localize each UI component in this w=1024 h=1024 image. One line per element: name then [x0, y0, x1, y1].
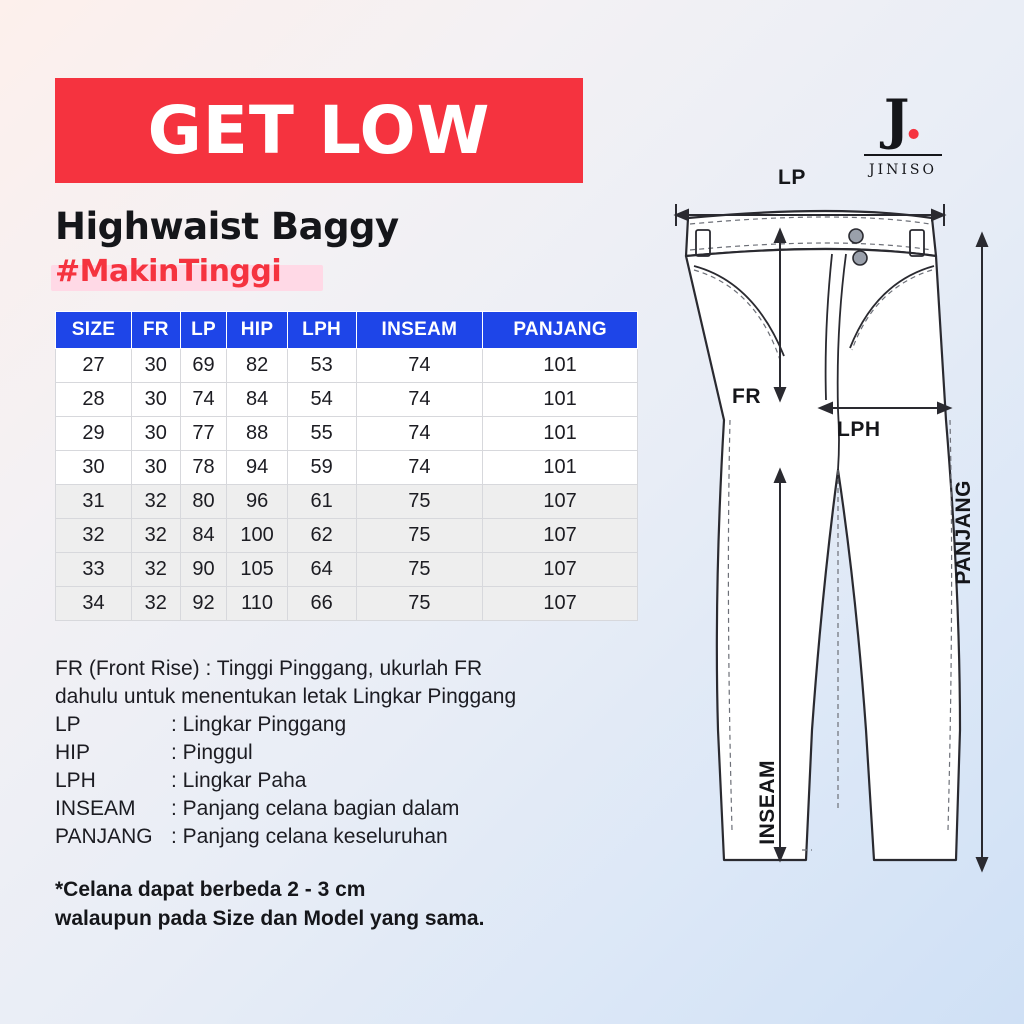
table-row — [56, 451, 638, 485]
legend-value: : Lingkar Paha — [171, 768, 307, 792]
cell-hip: 110 — [227, 587, 287, 621]
column-header-size: SIZE — [56, 312, 132, 349]
brand-dot: . — [904, 87, 923, 151]
cell-lp: 77 — [180, 417, 227, 451]
legend-value: : Lingkar Pinggang — [171, 712, 347, 736]
button-icon — [853, 251, 867, 265]
column-header-hip: HIP — [227, 312, 287, 349]
legend-key: INSEAM — [55, 796, 136, 820]
label-lph: LPH — [837, 418, 881, 441]
cell-lph: 64 — [287, 553, 356, 587]
cell-hip: 96 — [227, 485, 287, 519]
legend-item-inseam — [55, 795, 655, 823]
table-row — [56, 553, 638, 587]
cell-lp: 69 — [180, 349, 227, 383]
table-row — [56, 349, 638, 383]
label-panjang: PANJANG — [952, 480, 975, 585]
cell-fr: 32 — [132, 519, 181, 553]
cell-lp: 74 — [180, 383, 227, 417]
cell-inseam: 74 — [356, 417, 483, 451]
cell-lph: 54 — [287, 383, 356, 417]
cell-inseam: 75 — [356, 485, 483, 519]
cell-panjang: 101 — [483, 349, 638, 383]
label-lp: LP — [778, 166, 806, 189]
brand-letter: J — [883, 87, 905, 151]
cell-fr: 30 — [132, 451, 181, 485]
cell-fr: 32 — [132, 587, 181, 621]
brand-divider — [864, 154, 942, 156]
legend-key: LPH — [55, 768, 96, 792]
button-icon — [849, 229, 863, 243]
table-row — [56, 587, 638, 621]
cell-lp: 90 — [180, 553, 227, 587]
cell-size: 34 — [56, 587, 132, 621]
cell-lph: 59 — [287, 451, 356, 485]
disclaimer — [55, 876, 655, 933]
legend-item-panjang — [55, 823, 655, 851]
cell-hip: 105 — [227, 553, 287, 587]
table-row — [56, 417, 638, 451]
page-title: Highwaist Baggy — [55, 205, 399, 248]
disclaimer-line2: walaupun pada Size dan Model yang sama. — [55, 906, 485, 930]
cell-fr: 30 — [132, 417, 181, 451]
cell-lph: 62 — [287, 519, 356, 553]
cell-lph: 55 — [287, 417, 356, 451]
cell-size: 28 — [56, 383, 132, 417]
cell-hip: 84 — [227, 383, 287, 417]
cell-panjang: 107 — [483, 553, 638, 587]
cell-lph: 66 — [287, 587, 356, 621]
table-row — [56, 383, 638, 417]
table-row — [56, 485, 638, 519]
cell-lph: 53 — [287, 349, 356, 383]
cell-lph: 61 — [287, 485, 356, 519]
left-column — [55, 78, 655, 933]
legend-intro-line1: FR (Front Rise) : Tinggi Pinggang, ukurlah FR — [55, 657, 483, 680]
cell-lp: 80 — [180, 485, 227, 519]
brand-name: JINISO — [869, 162, 937, 178]
banner-title: GET LOW — [147, 91, 491, 169]
cell-fr: 32 — [132, 485, 181, 519]
legend-item-lp — [55, 711, 655, 739]
column-header-lph: LPH — [287, 312, 356, 349]
table-row — [56, 519, 638, 553]
disclaimer-line1: *Celana dapat berbeda 2 - 3 cm — [55, 878, 366, 902]
cell-panjang: 101 — [483, 417, 638, 451]
legend — [55, 655, 655, 850]
hashtag-text: #MakinTinggi — [55, 254, 282, 289]
cell-inseam: 74 — [356, 383, 483, 417]
column-header-panjang: PANJANG — [483, 312, 638, 349]
cell-size: 33 — [56, 553, 132, 587]
legend-key: HIP — [55, 740, 91, 764]
cell-inseam: 75 — [356, 553, 483, 587]
cell-inseam: 74 — [356, 349, 483, 383]
legend-key: LP — [55, 712, 81, 736]
legend-item-hip — [55, 739, 655, 767]
cell-fr: 30 — [132, 383, 181, 417]
column-header-lp: LP — [180, 312, 227, 349]
jeans-diagram — [660, 166, 1020, 910]
label-fr: FR — [732, 385, 761, 408]
cell-fr: 32 — [132, 553, 181, 587]
cell-panjang: 107 — [483, 485, 638, 519]
cell-lp: 84 — [180, 519, 227, 553]
cell-panjang: 101 — [483, 451, 638, 485]
cell-panjang: 107 — [483, 519, 638, 553]
legend-item-lph — [55, 767, 655, 795]
brand-logo — [848, 87, 958, 178]
cell-panjang: 101 — [483, 383, 638, 417]
cell-size: 32 — [56, 519, 132, 553]
column-header-fr: FR — [132, 312, 181, 349]
size-table — [55, 311, 638, 621]
cell-inseam: 75 — [356, 519, 483, 553]
cell-size: 30 — [56, 451, 132, 485]
legend-key: PANJANG — [55, 824, 153, 848]
cell-inseam: 75 — [356, 587, 483, 621]
column-header-inseam: INSEAM — [356, 312, 483, 349]
cell-size: 29 — [56, 417, 132, 451]
legend-value: : Panjang celana keseluruhan — [171, 824, 448, 848]
table-header-row — [56, 312, 638, 349]
legend-value: : Pinggul — [171, 740, 253, 764]
cell-hip: 94 — [227, 451, 287, 485]
cell-lp: 92 — [180, 587, 227, 621]
cell-hip: 82 — [227, 349, 287, 383]
cell-panjang: 107 — [483, 587, 638, 621]
cell-inseam: 74 — [356, 451, 483, 485]
cell-size: 27 — [56, 349, 132, 383]
cell-fr: 30 — [132, 349, 181, 383]
cell-lp: 78 — [180, 451, 227, 485]
cell-size: 31 — [56, 485, 132, 519]
banner — [55, 78, 583, 183]
legend-value: : Panjang celana bagian dalam — [171, 796, 460, 820]
label-inseam: INSEAM — [756, 760, 779, 845]
cell-hip: 100 — [227, 519, 287, 553]
brand-monogram — [848, 87, 958, 151]
cell-hip: 88 — [227, 417, 287, 451]
legend-intro-line2: dahulu untuk menentukan letak Lingkar Pinggang — [55, 684, 517, 708]
hashtag-block — [55, 254, 281, 289]
